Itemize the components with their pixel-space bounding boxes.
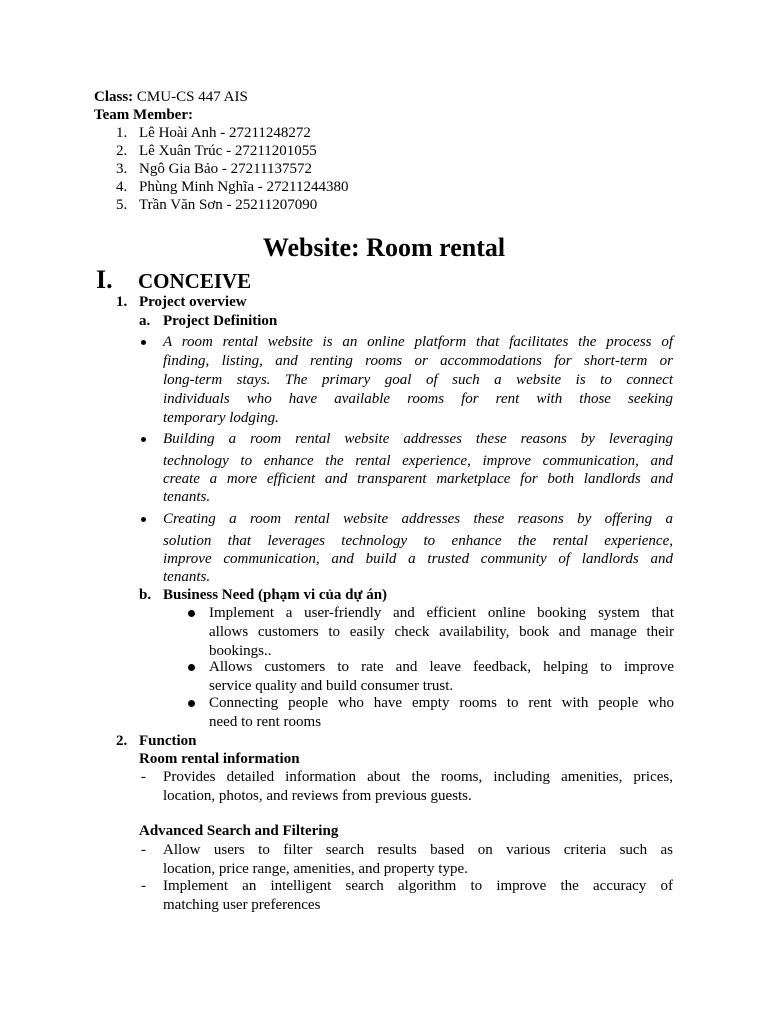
paragraph-line: long-term stays. The primary goal of such a website is to connect — [163, 372, 673, 388]
function-heading: Advanced Search and Filtering — [139, 823, 339, 839]
member-num: 5. — [116, 197, 128, 213]
bullet-icon — [188, 664, 195, 671]
paragraph-line: technology to enhance the rental experience, improve communication, and — [163, 453, 673, 469]
item-line: location, price range, amenities, and property type. — [163, 861, 468, 877]
item-line: location, photos, and reviews from previous guests. — [163, 788, 472, 804]
item-line: Allows customers to rate and leave feedback, helping to improve — [209, 659, 674, 675]
bullet-icon — [188, 610, 195, 617]
member-name: Phùng Minh Nghĩa - 27211244380 — [139, 179, 349, 195]
team-label: Team Member: — [94, 107, 193, 123]
dash-marker: - — [141, 769, 146, 785]
paragraph-line: tenants. — [163, 569, 211, 585]
paragraph-line: solution that leverages technology to enhance the rental experience, — [163, 533, 673, 549]
member-num: 2. — [116, 143, 128, 159]
dash-marker: - — [141, 878, 146, 894]
dash-marker: - — [141, 842, 146, 858]
subsection-number: 2. — [116, 733, 128, 749]
item-line: matching user preferences — [163, 897, 321, 913]
member-num: 3. — [116, 161, 128, 177]
paragraph-line: tenants. — [163, 489, 211, 505]
member-num: 1. — [116, 125, 128, 141]
class-value: CMU-CS 447 AIS — [133, 89, 248, 105]
paragraph-line: improve communication, and build a trusted community of landlords and — [163, 551, 673, 567]
member-name: Lê Xuân Trúc - 27211201055 — [139, 143, 317, 159]
item-line: Provides detailed information about the rooms, including amenities, prices, — [163, 769, 673, 785]
subsubsection-title: Project Definition — [163, 313, 278, 329]
class-line — [94, 88, 248, 106]
section-number: I. — [96, 265, 113, 294]
bullet-icon — [188, 700, 195, 707]
bullet-icon — [141, 340, 146, 345]
paragraph-line: create a more efficient and transparent marketplace for both landlords and — [163, 471, 673, 487]
member-name: Lê Hoài Anh - 27211248272 — [139, 125, 311, 141]
paragraph-line: individuals who have available rooms for rent with those seeking — [163, 391, 673, 407]
member-num: 4. — [116, 179, 128, 195]
subsubsection-title: Business Need (phạm vi của dự án) — [163, 587, 388, 603]
member-name: Trần Văn Sơn - 25211207090 — [139, 197, 318, 213]
item-line: need to rent rooms — [209, 714, 322, 730]
item-line: Implement a user-friendly and efficient online booking system that — [209, 605, 674, 621]
bullet-icon — [141, 437, 146, 442]
bullet-icon — [141, 517, 146, 522]
item-line: Implement an intelligent search algorithm to improve the accuracy of — [163, 878, 673, 894]
paragraph-line: temporary lodging. — [163, 410, 279, 426]
page-title: Website: Room rental — [262, 233, 506, 262]
subsection-title: Project overview — [139, 294, 247, 310]
item-line: bookings.. — [209, 643, 272, 659]
item-line: service quality and build consumer trust. — [209, 678, 454, 694]
paragraph-line: finding, listing, and renting rooms or accommodations for short-term or — [163, 353, 673, 369]
paragraph-line: A room rental website is an online platform that facilitates the process of — [163, 334, 673, 350]
subsection-title: Function — [139, 733, 197, 749]
subsubsection-letter: a. — [139, 313, 151, 329]
function-heading: Room rental information — [139, 751, 300, 767]
paragraph-line: Building a room rental website addresses these reasons by leveraging — [163, 431, 673, 447]
item-line: allows customers to easily check availability, book and manage their — [209, 624, 674, 640]
item-line: Connecting people who have empty rooms to rent with people who — [209, 695, 674, 711]
subsection-number: 1. — [116, 294, 128, 310]
member-name: Ngô Gia Bảo - 27211137572 — [139, 161, 313, 177]
item-line: Allow users to filter search results based on various criteria such as — [163, 842, 673, 858]
paragraph-line: Creating a room rental website addresses these reasons by offering a — [163, 511, 673, 527]
class-label: Class: — [94, 89, 134, 105]
section-title: CONCEIVE — [138, 269, 252, 293]
subsubsection-letter: b. — [139, 587, 152, 603]
